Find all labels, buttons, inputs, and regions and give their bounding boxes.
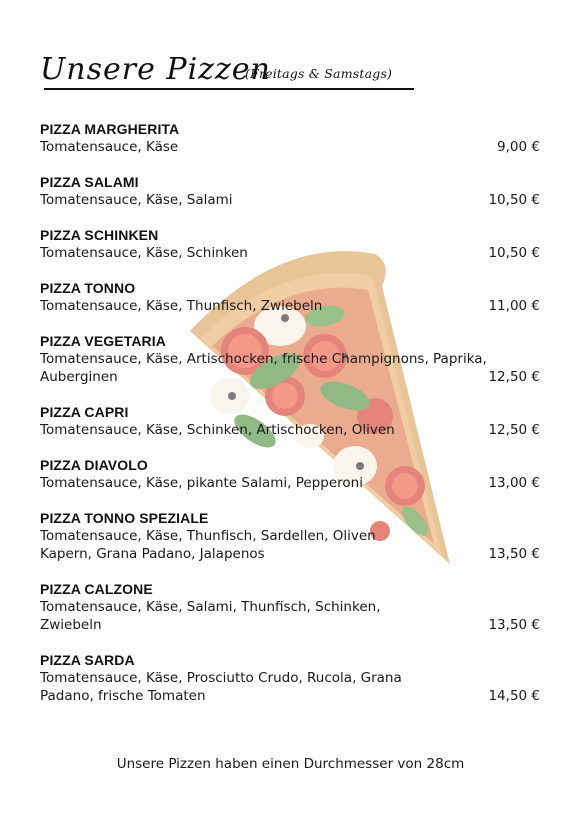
menu-item xyxy=(40,403,540,439)
item-description: Tomatensauce, Käse, pikante Salami, Pepperoni xyxy=(40,475,363,491)
item-name: PIZZA TONNO xyxy=(40,280,136,296)
page-subtitle: (Freitags & Samstags) xyxy=(245,66,393,81)
item-description: Tomatensauce, Käse, Schinken xyxy=(40,245,248,261)
item-price: 10,50 € xyxy=(488,245,540,261)
item-price: 13,00 € xyxy=(488,475,540,491)
item-description: Tomatensauce, Käse xyxy=(40,139,179,155)
item-name: PIZZA VEGETARIA xyxy=(40,333,166,349)
item-name: PIZZA DIAVOLO xyxy=(40,457,148,473)
menu-item xyxy=(40,651,540,705)
item-price: 10,50 € xyxy=(488,192,540,208)
item-name: PIZZA MARGHERITA xyxy=(40,121,180,137)
title-underline xyxy=(44,88,414,90)
item-description: Tomatensauce, Käse, Schinken, Artischocken, Oliven xyxy=(40,422,395,438)
page-title: Unsere Pizzen xyxy=(40,52,271,87)
item-description: Tomatensauce, Käse, Prosciutto Crudo, Rucola, Grana Padano, frische Tomaten xyxy=(40,670,402,704)
item-price: 12,50 € xyxy=(488,369,540,385)
menu-item xyxy=(40,580,540,634)
item-price: 9,00 € xyxy=(497,139,540,155)
menu-item xyxy=(40,279,540,315)
menu-header xyxy=(40,48,420,98)
item-price: 13,50 € xyxy=(488,617,540,633)
diameter-note: Unsere Pizzen haben einen Durchmesser von 28cm xyxy=(116,756,465,772)
item-price: 13,50 € xyxy=(488,546,540,562)
item-name: PIZZA SARDA xyxy=(40,652,135,668)
item-price: 12,50 € xyxy=(488,422,540,438)
menu-item xyxy=(40,456,540,492)
item-description: Tomatensauce, Käse, Thunfisch, Zwiebeln xyxy=(40,298,323,314)
menu-item xyxy=(40,120,540,156)
item-name: PIZZA SALAMI xyxy=(40,174,139,190)
item-name: PIZZA TONNO SPEZIALE xyxy=(40,510,209,526)
item-price: 14,50 € xyxy=(488,688,540,704)
item-name: PIZZA SCHINKEN xyxy=(40,227,159,243)
item-description: Tomatensauce, Käse, Salami, Thunfisch, Schinken, Zwiebeln xyxy=(40,599,381,633)
menu-item xyxy=(40,173,540,209)
item-price: 11,00 € xyxy=(488,298,540,314)
menu-item xyxy=(40,509,540,563)
item-description: Tomatensauce, Käse, Salami xyxy=(40,192,233,208)
menu-item xyxy=(40,226,540,262)
item-description: Tomatensauce, Käse, Thunfisch, Sardellen, Oliven Kapern, Grana Padano, Jalapenos xyxy=(40,528,376,562)
menu-item xyxy=(40,332,540,386)
item-name: PIZZA CAPRI xyxy=(40,404,129,420)
item-name: PIZZA CALZONE xyxy=(40,581,153,597)
item-description: Tomatensauce, Käse, Artischocken, frische Champignons, Paprika, Auberginen xyxy=(40,351,487,385)
